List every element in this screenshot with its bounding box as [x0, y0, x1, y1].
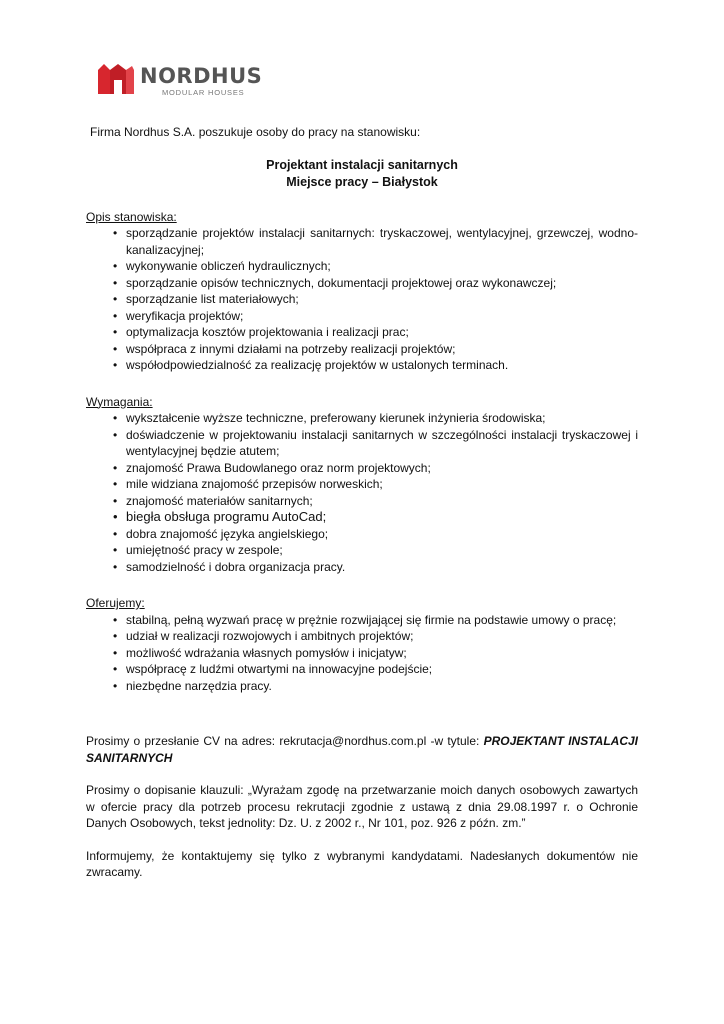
section-heading-oferujemy: Oferujemy:	[86, 596, 145, 610]
list-item: • doświadczenie w projektowaniu instalacji sanitarnych w szczególności instalacji tryskaczowej i wentylacyjnej będzie atutem;	[126, 427, 638, 460]
logo-brand-text: NORDHUS	[140, 64, 263, 88]
list-item: • weryfikacja projektów;	[126, 308, 638, 325]
list-item: • współpraca z innymi działami na potrzeby realizacji projektów;	[126, 341, 638, 358]
list-item: • stabilną, pełną wyzwań pracę w prężnie rozwijającej się firmie na podstawie umowy o pracę;	[126, 612, 638, 629]
company-logo	[96, 62, 263, 102]
job-location: Miejsce pracy – Białystok	[286, 174, 438, 189]
info-notice: Informujemy, że kontaktujemy się tylko z wybranymi kandydatami. Nadesłanych dokumentów nie zwracamy.	[86, 848, 638, 879]
list-item: • niezbędne narzędzia pracy.	[126, 678, 638, 695]
list-item: • współodpowiedzialność za realizację projektów w ustalonych terminach.	[126, 357, 638, 374]
job-offer-document	[86, 124, 638, 881]
house-logo-icon	[96, 62, 136, 96]
job-title-block	[86, 157, 638, 191]
list-item: • sporządzanie projektów instalacji sanitarnych: tryskaczowej, wentylacyjnej, grzewczej, wodno-kanalizacyjnej;	[126, 225, 638, 258]
list-item: • możliwość wdrażania własnych pomysłów i inicjatyw;	[126, 645, 638, 662]
intro-text: Firma Nordhus S.A. poszukuje osoby do pracy na stanowisku:	[90, 125, 421, 139]
job-title: Projektant instalacji sanitarnych	[266, 157, 458, 172]
list-item: • wykształcenie wyższe techniczne, preferowany kierunek inżynieria środowiska;	[126, 410, 638, 427]
opis-list	[86, 225, 638, 374]
list-item: • znajomość Prawa Budowlanego oraz norm projektowych;	[126, 460, 638, 477]
cv-instructions-text: Prosimy o przesłanie CV na adres: rekrutacja@nordhus.com.pl -w tytule:	[86, 734, 484, 748]
logo-subtitle: MODULAR HOUSES	[162, 88, 245, 97]
list-item: • udział w realizacji rozwojowych i ambitnych projektów;	[126, 628, 638, 645]
cv-instructions	[86, 733, 638, 766]
list-item: • sporządzanie opisów technicznych, dokumentacji projektowej oraz wykonawczej;	[126, 275, 638, 292]
list-item: • umiejętność pracy w zespole;	[126, 542, 638, 559]
list-item: • wykonywanie obliczeń hydraulicznych;	[126, 258, 638, 275]
list-item: • sporządzanie list materiałowych;	[126, 291, 638, 308]
oferujemy-list	[86, 612, 638, 695]
wymagania-list	[86, 410, 638, 575]
list-item: • samodzielność i dobra organizacja pracy.	[126, 559, 638, 576]
consent-clause: Prosimy o dopisanie klauzuli: „Wyrażam zgodę na przetwarzanie moich danych osobowych zawartych w ofercie pracy dla potrzeb procesu rekrutacji zgodnie z ustawą z dnia 29.08.1997 r. o Ochronie Danych Osobowych, tekst jednolity: Dz. U. z 2002 r., Nr 101, poz. 926 z późn. zm.”	[86, 783, 638, 830]
list-item: • mile widziana znajomość przepisów norweskich;	[126, 476, 638, 493]
cv-subject: PROJEKTANT INSTALACJI SANITARNYCH	[86, 734, 639, 765]
section-heading-wymagania: Wymagania:	[86, 394, 153, 409]
list-item: • znajomość materiałów sanitarnych;	[126, 493, 638, 510]
section-heading-opis: Opis stanowiska:	[86, 209, 177, 224]
list-item: • optymalizacja kosztów projektowania i realizacji prac;	[126, 324, 638, 341]
list-item: • współpracę z ludźmi otwartymi na innowacyjne podejście;	[126, 661, 638, 678]
list-item: • biegła obsługa programu AutoCad;	[126, 509, 638, 526]
list-item: • dobra znajomość języka angielskiego;	[126, 526, 638, 543]
